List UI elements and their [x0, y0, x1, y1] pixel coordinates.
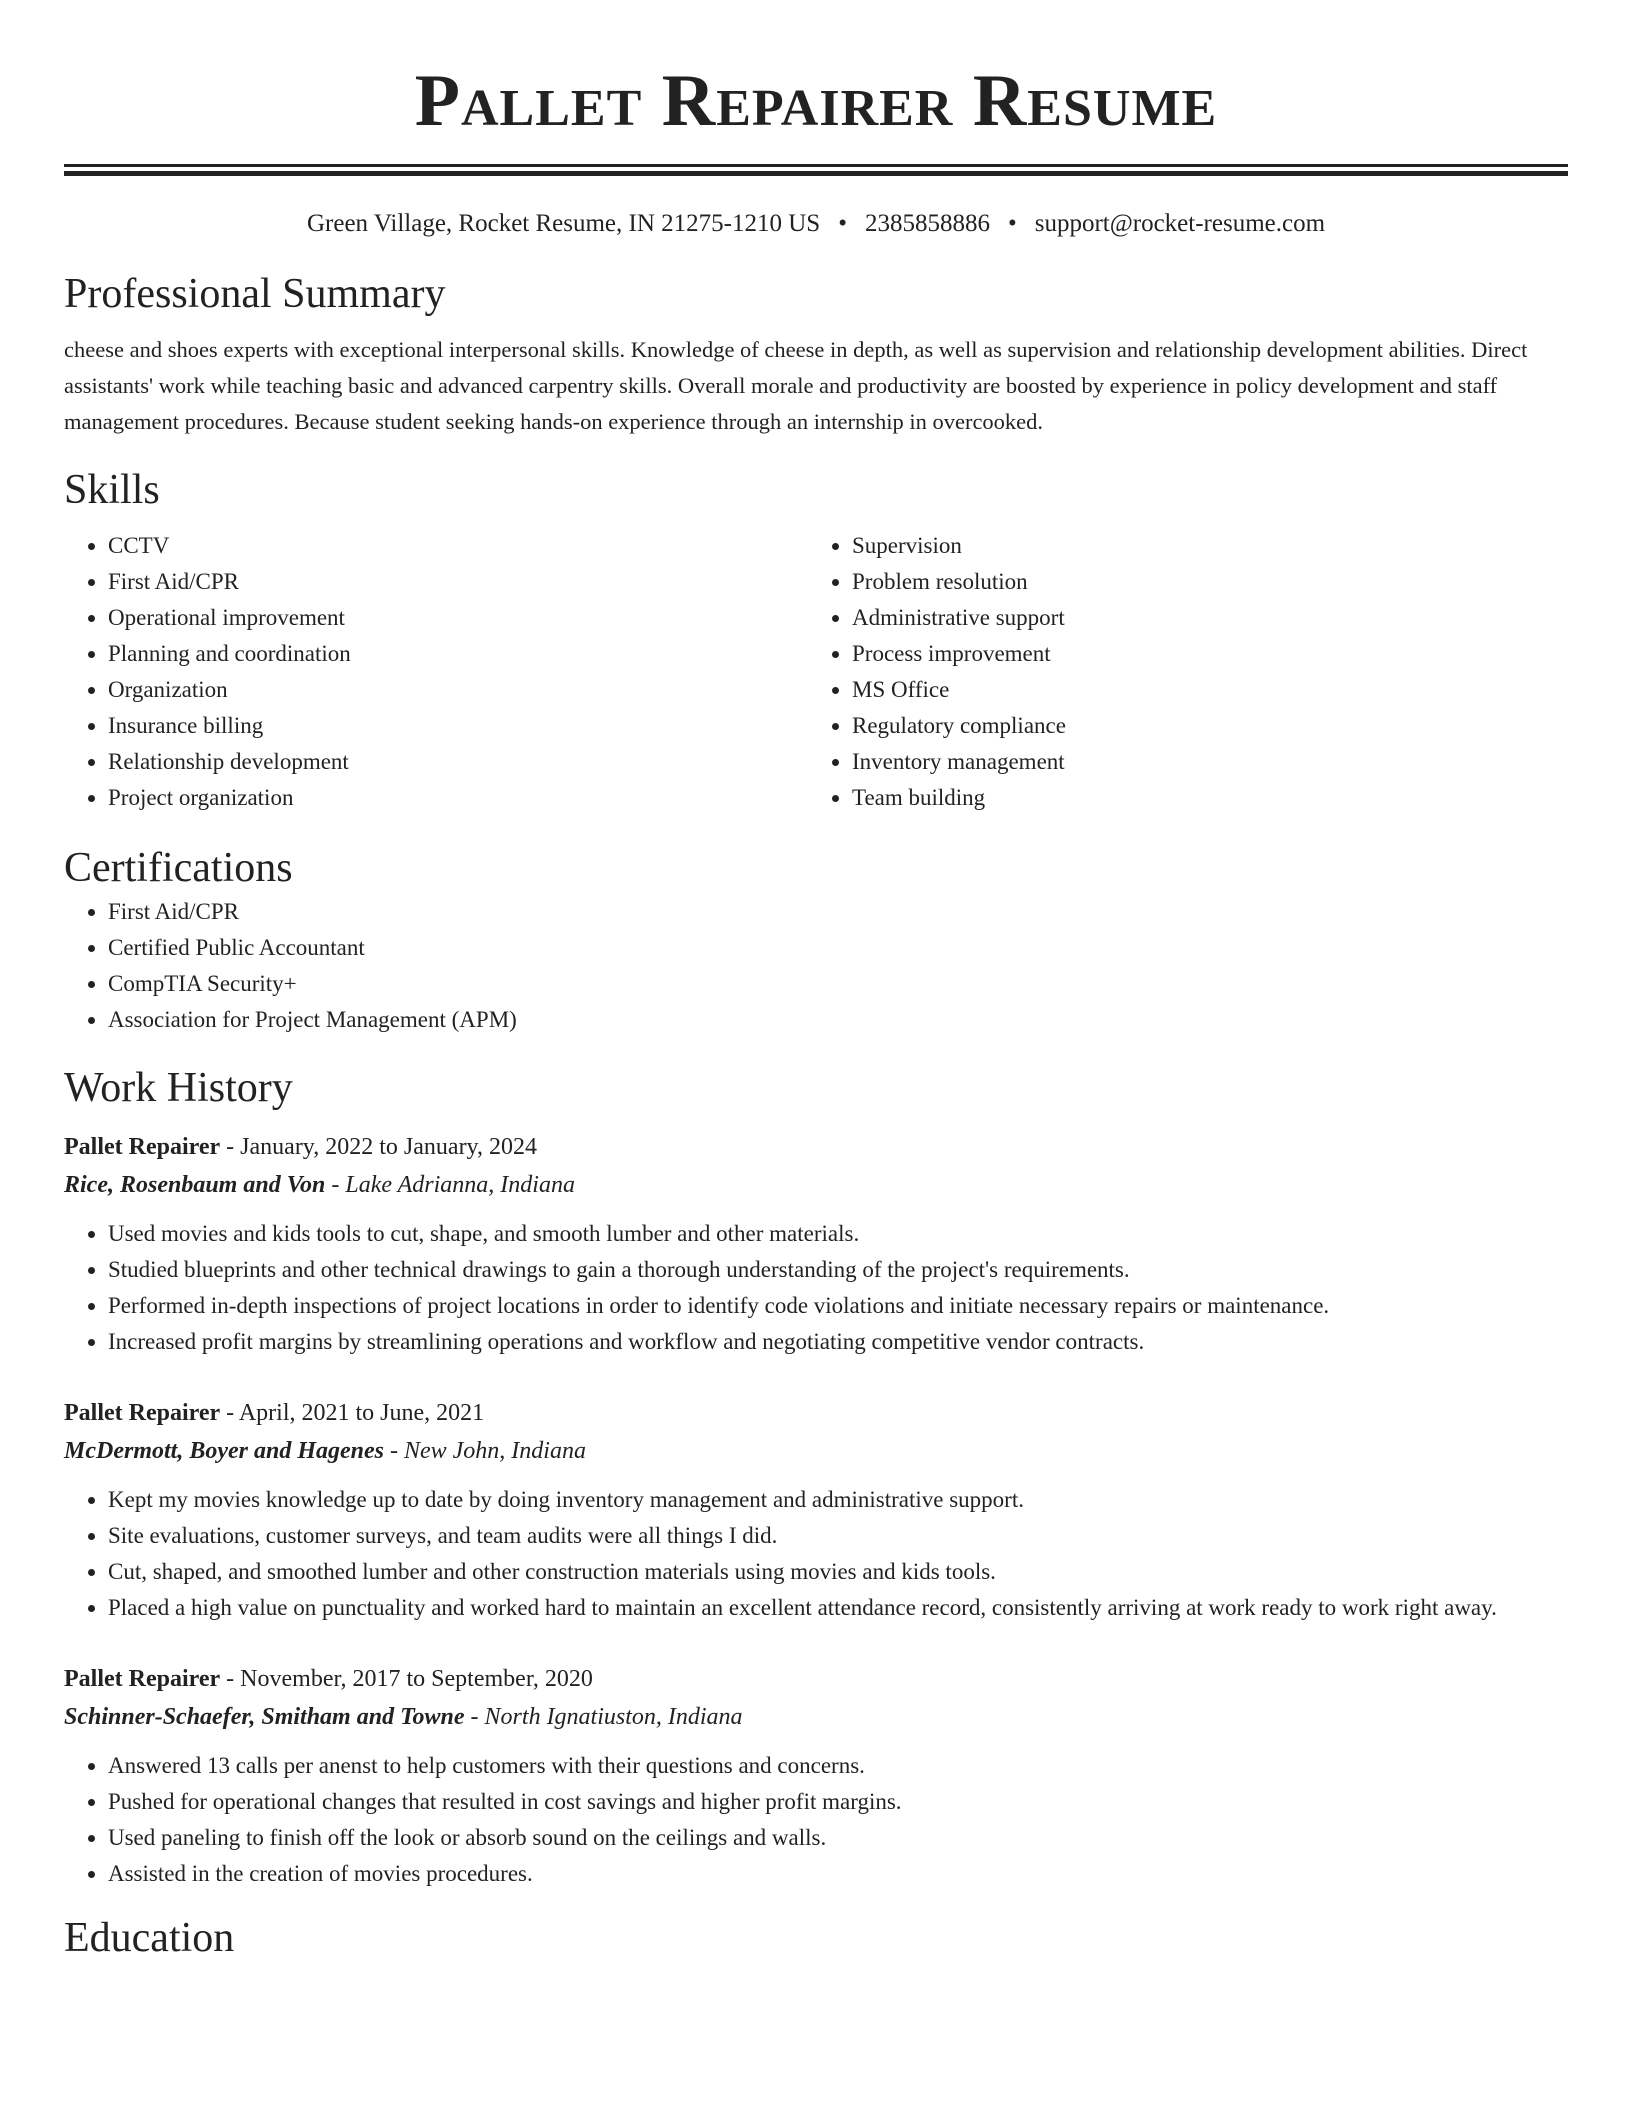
job-duty: • Assisted in the creation of movies procedures. [108, 1856, 1568, 1892]
certification-item: • CompTIA Security+ [108, 966, 1568, 1002]
skill-item: • First Aid/CPR [108, 564, 808, 600]
skills-columns [64, 528, 1568, 816]
skill-item: • Process improvement [852, 636, 1552, 672]
contact-separator: • [838, 210, 847, 237]
job-duties [64, 1748, 1568, 1892]
contact-phone: 2385858886 [864, 210, 990, 237]
contact-address: Green Village, Rocket Resume, IN 21275-1210 US [306, 210, 821, 237]
skill-item: • Team building [852, 780, 1552, 816]
skill-item: • Inventory management [852, 744, 1552, 780]
skill-item: • Insurance billing [108, 708, 808, 744]
resume-page [64, 0, 1568, 1964]
skill-item: • Project organization [108, 780, 808, 816]
job-title-line [64, 1394, 1568, 1432]
job-dates: April, 2021 to June, 2021 [238, 1400, 485, 1426]
title-dash: - [220, 1134, 241, 1160]
job-title: Pallet Repairer [64, 1400, 221, 1426]
job-location: North Ignatiuston, Indiana [484, 1704, 743, 1730]
employer-line [64, 1698, 1568, 1736]
job-title: Pallet Repairer [64, 1666, 221, 1692]
job-entry [64, 1660, 1568, 1892]
skill-item: • Relationship development [108, 744, 808, 780]
job-duty: • Kept my movies knowledge up to date by doing inventory management and administrative support. [108, 1482, 1568, 1518]
education-heading: Education [64, 1915, 235, 1961]
job-entry [64, 1394, 1568, 1626]
job-duty: • Site evaluations, customer surveys, and team audits were all things I did. [108, 1518, 1568, 1554]
skills-column-right [808, 528, 1552, 816]
certification-item: • Certified Public Accountant [108, 930, 1568, 966]
certifications-heading: Certifications [64, 845, 293, 891]
certification-item: • First Aid/CPR [108, 894, 1568, 930]
skills-heading: Skills [64, 467, 160, 513]
contact-line [64, 208, 1568, 240]
skills-column-left [64, 528, 808, 816]
job-duty: • Placed a high value on punctuality and worked hard to maintain an excellent attendance record, consistently arriving at work ready to work right away. [108, 1590, 1568, 1626]
job-title-line [64, 1128, 1568, 1166]
job-duty: • Cut, shaped, and smoothed lumber and other construction materials using movies and kids tools. [108, 1554, 1568, 1590]
contact-separator: • [1007, 210, 1017, 237]
skill-item: • Problem resolution [852, 564, 1552, 600]
job-duties [64, 1482, 1568, 1626]
title-dash: - [220, 1666, 241, 1692]
skills-list-left [64, 528, 808, 816]
job-dates: January, 2022 to January, 2024 [240, 1134, 537, 1160]
skill-item: • Operational improvement [108, 600, 808, 636]
employer-line [64, 1432, 1568, 1470]
job-duty: • Performed in-depth inspections of project locations in order to identify code violations and initiate necessary repairs or maintenance. [108, 1288, 1568, 1324]
skill-item: • Regulatory compliance [852, 708, 1552, 744]
job-duty: • Answered 13 calls per anenst to help customers with their questions and concerns. [108, 1748, 1568, 1784]
job-location: Lake Adrianna, Indiana [345, 1172, 575, 1198]
resume-title: Pallet Repairer Resume [414, 60, 1218, 142]
skill-item: • CCTV [108, 528, 808, 564]
employer-dash: - [383, 1438, 404, 1464]
job-company: Schinner-Schaefer, Smitham and Towne [64, 1704, 465, 1730]
job-entry [64, 1128, 1568, 1360]
contact-email: support@rocket-resume.com [1034, 210, 1326, 237]
job-duty: • Pushed for operational changes that resulted in cost savings and higher profit margins. [108, 1784, 1568, 1820]
certification-item: • Association for Project Management (APM) [108, 1002, 1568, 1038]
job-duty: • Studied blueprints and other technical drawings to gain a thorough understanding of the project's requirements. [108, 1252, 1568, 1288]
job-duty: • Used paneling to finish off the look or absorb sound on the ceilings and walls. [108, 1820, 1568, 1856]
skills-list-right [808, 528, 1552, 816]
job-title-line [64, 1660, 1568, 1698]
job-duty: • Used movies and kids tools to cut, shape, and smooth lumber and other materials. [108, 1216, 1568, 1252]
employer-line [64, 1166, 1568, 1204]
job-duty: • Increased profit margins by streamlining operations and workflow and negotiating competitive vendor contracts. [108, 1324, 1568, 1360]
job-dates: November, 2017 to September, 2020 [240, 1666, 593, 1692]
work-history-heading: Work History [64, 1065, 293, 1111]
skill-item: • Supervision [852, 528, 1552, 564]
job-duties [64, 1216, 1568, 1360]
summary-heading: Professional Summary [64, 271, 446, 317]
skill-item: • Planning and coordination [108, 636, 808, 672]
employer-dash: - [464, 1704, 485, 1730]
skill-item: • MS Office [852, 672, 1552, 708]
job-location: New John, Indiana [403, 1438, 586, 1464]
employer-dash: - [325, 1172, 346, 1198]
job-title: Pallet Repairer [64, 1134, 221, 1160]
job-company: Rice, Rosenbaum and Von [64, 1172, 326, 1198]
title-dash: - [220, 1400, 239, 1426]
summary-text: cheese and shoes experts with exceptional interpersonal skills. Knowledge of cheese in depth, as well as supervision and relationship development abilities. Direct assistants' work while teaching basic and advanced carpentry skills. Overall morale and productivity are boosted by experience in policy development and staff management procedures. Because student seeking hands-on experience through an internship in overcooked. [64, 337, 1528, 434]
skill-item: • Organization [108, 672, 808, 708]
title-divider [64, 164, 1568, 176]
skill-item: • Administrative support [852, 600, 1552, 636]
job-company: McDermott, Boyer and Hagenes [64, 1438, 384, 1464]
certifications-list [64, 894, 1568, 1038]
